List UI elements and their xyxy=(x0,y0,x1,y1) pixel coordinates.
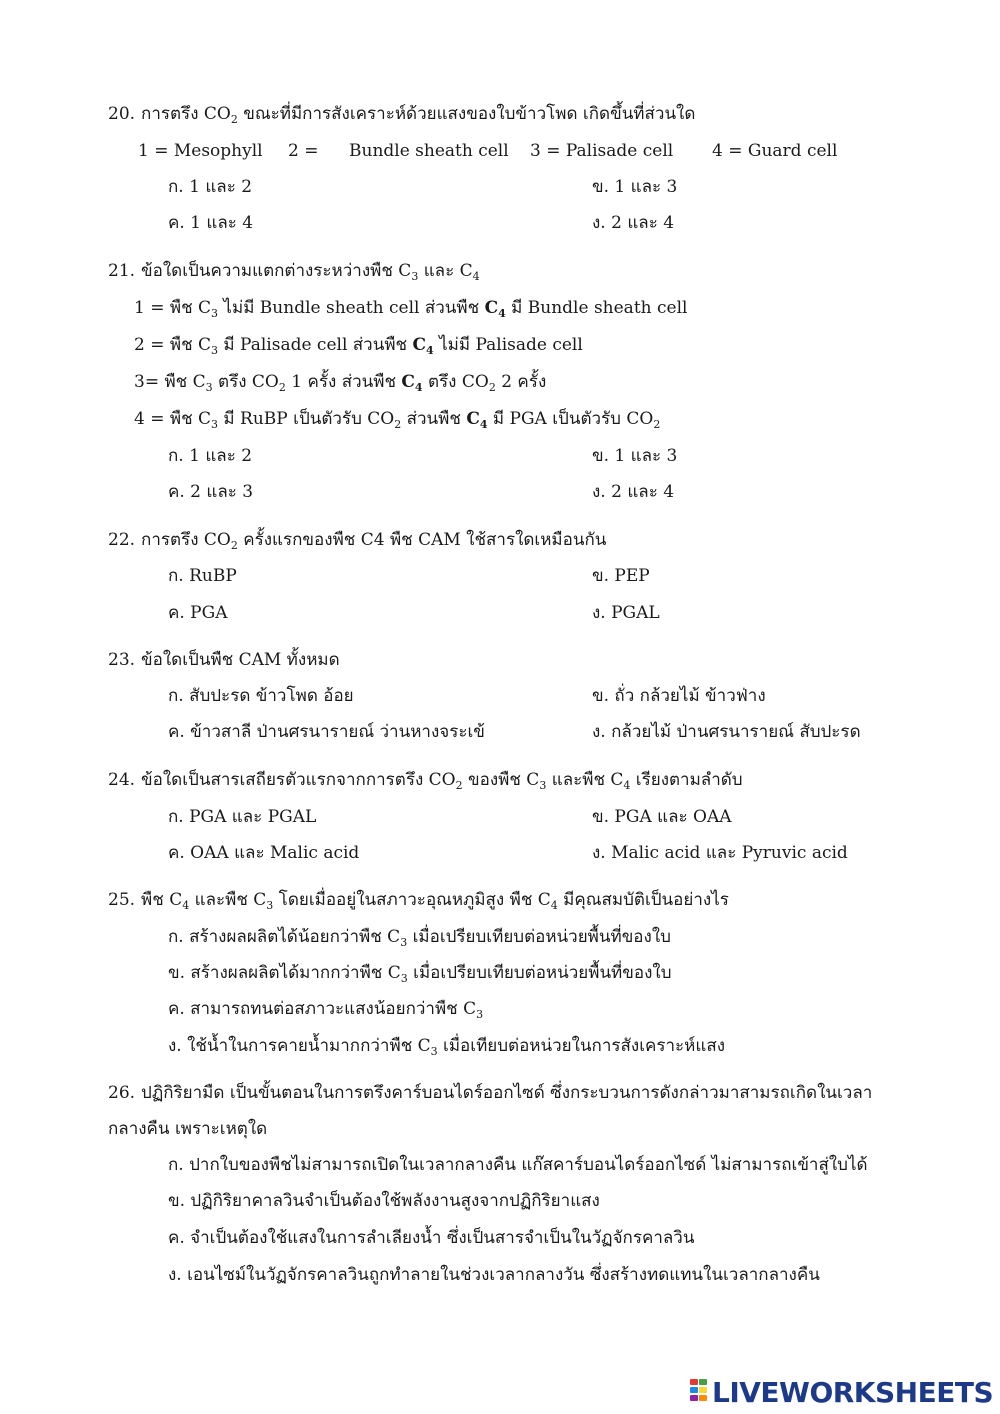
q20-option-d[interactable]: ง. 2 และ 4 xyxy=(592,213,675,233)
q21-option-b[interactable]: ข. 1 และ 3 xyxy=(592,446,678,466)
q21-number: 21. xyxy=(108,261,136,281)
q23-number: 23. xyxy=(108,650,136,670)
q21-option-a[interactable]: ก. 1 และ 2 xyxy=(168,446,253,466)
q25-option-c[interactable]: ค. สามารถทนต่อสภาวะแสงน้อยกว่าพืช $C_3$ xyxy=(168,999,484,1021)
q22-option-d[interactable]: ง. PGAL xyxy=(592,603,660,623)
q22-option-a[interactable]: ก. RuBP xyxy=(168,566,237,586)
q20-item-2: 2 = xyxy=(288,141,319,161)
q20-stem: 20. การตรึง $CO_2$ ขณะที่มีการสังเคราะห์ด้วยแสงของใบข้าวโพด เกิดขึ้นที่ส่วนใด xyxy=(108,104,696,126)
q24-option-d[interactable]: ง. Malic acid และ Pyruvic acid xyxy=(592,843,848,863)
q21-statement-2: 2 = พืช $C_3$ มี Palisade cell ส่วนพืช $C_4$ ไม่มี Palisade cell xyxy=(134,335,583,357)
q25-option-a[interactable]: ก. สร้างผลผลิตได้น้อยกว่าพืช $C_3$ เมื่อเปรียบเทียบต่อหน่วยพื้นที่ของใบ xyxy=(168,927,671,949)
q22-number: 22. xyxy=(108,530,136,550)
q20-option-b[interactable]: ข. 1 และ 3 xyxy=(592,177,678,197)
q24-option-b[interactable]: ข. PGA และ OAA xyxy=(592,807,732,827)
q21-statement-1: 1 = พืช $C_3$ ไม่มี Bundle sheath cell ส่วนพืช $C_4$ มี Bundle sheath cell xyxy=(134,298,688,320)
q21-option-d[interactable]: ง. 2 และ 4 xyxy=(592,482,675,502)
liveworksheets-logo-icon xyxy=(690,1377,708,1407)
liveworksheets-logo xyxy=(690,1374,993,1410)
q23-option-b[interactable]: ข. ถั่ว กล้วยไม้ ข้าวฟ่าง xyxy=(592,686,766,706)
q23-option-c[interactable]: ค. ข้าวสาลี ป่านศรนารายณ์ ว่านหางจระเข้ xyxy=(168,722,485,742)
q24-option-a[interactable]: ก. PGA และ PGAL xyxy=(168,807,317,827)
q25-stem: 25. พืช $C_4$ และพืช $C_3$ โดยเมื่ออยู่ในสภาวะอุณหภูมิสูง พืช $C_4$ มีคุณสมบัติเป็นอย่างไร xyxy=(108,890,729,912)
q20-item-4: 4 = Guard cell xyxy=(712,141,838,161)
q26-stem-continued: กลางคืน เพราะเหตุใด xyxy=(108,1119,268,1139)
q26-option-a[interactable]: ก. ปากใบของพืชไม่สามารถเปิดในเวลากลางคืน แก๊สคาร์บอนไดร์ออกไซด์ ไม่สามารถเข้าสู่ใบได้ xyxy=(168,1155,868,1175)
q26-option-b[interactable]: ข. ปฏิกิริยาคาลวินจำเป็นต้องใช้พลังงานสูงจากปฏิกิริยาแสง xyxy=(168,1191,600,1211)
q26-option-d[interactable]: ง. เอนไซม์ในวัฏจักรคาลวินถูกทำลายในช่วงเวลากลางวัน ซึ่งสร้างทดแทนในเวลากลางคืน xyxy=(168,1265,820,1285)
q24-stem: 24. ข้อใดเป็นสารเสถียรตัวแรกจากการตรึง $CO_2$ ของพืช $C_3$ และพืช $C_4$ เรียงตามลำดับ xyxy=(108,770,743,792)
q20-option-c[interactable]: ค. 1 และ 4 xyxy=(168,213,254,233)
q23-option-d[interactable]: ง. กล้วยไม้ ป่านศรนารายณ์ สับปะรด xyxy=(592,722,861,742)
q24-number: 24. xyxy=(108,770,136,790)
q23-option-a[interactable]: ก. สับปะรด ข้าวโพด อ้อย xyxy=(168,686,354,706)
q26-number: 26. xyxy=(108,1083,136,1103)
q26-option-c[interactable]: ค. จำเป็นต้องใช้แสงในการลำเลียงน้ำ ซึ่งเป็นสารจำเป็นในวัฏจักรคาลวิน xyxy=(168,1228,695,1248)
q22-stem: 22. การตรึง $CO_2$ ครั้งแรกของพืช C4 พืช CAM ใช้สารใดเหมือนกัน xyxy=(108,530,607,552)
q20-item-2-text: Bundle sheath cell xyxy=(349,141,509,161)
q20-item-1: 1 = Mesophyll xyxy=(138,141,263,161)
q22-option-c[interactable]: ค. PGA xyxy=(168,603,228,623)
q24-option-c[interactable]: ค. OAA และ Malic acid xyxy=(168,843,360,863)
q25-option-d[interactable]: ง. ใช้น้ำในการคายน้ำมากกว่าพืช $C_3$ เมื่อเทียบต่อหน่วยในการสังเคราะห์แสง xyxy=(168,1036,726,1058)
q20-option-a[interactable]: ก. 1 และ 2 xyxy=(168,177,253,197)
q26-stem: 26. ปฏิกิริยามืด เป็นขั้นตอนในการตรึงคาร์บอนไดร์ออกไซด์ ซึ่งกระบวนการดังกล่าวมาสามรถเกิดในเวลา xyxy=(108,1083,873,1103)
q25-option-b[interactable]: ข. สร้างผลผลิตได้มากกว่าพืช $C_3$ เมื่อเปรียบเทียบต่อหน่วยพื้นที่ของใบ xyxy=(168,963,672,985)
q20-item-3: 3 = Palisade cell xyxy=(530,141,674,161)
liveworksheets-logo-text: LIVEWORKSHEETS xyxy=(712,1375,994,1409)
q21-statement-4: 4 = พืช $C_3$ มี RuBP เป็นตัวรับ $CO_2$ ส่วนพืช $C_4$ มี PGA เป็นตัวรับ $CO_2$ xyxy=(134,409,661,431)
q23-stem: 23. ข้อใดเป็นพืช CAM ทั้งหมด xyxy=(108,650,340,670)
q21-option-c[interactable]: ค. 2 และ 3 xyxy=(168,482,254,502)
q21-stem: 21. ข้อใดเป็นความแตกต่างระหว่างพืช $C_3$ และ $C_4$ xyxy=(108,261,480,283)
q25-number: 25. xyxy=(108,890,136,910)
q21-statement-3: 3= พืช $C_3$ ตรึง $CO_2$ 1 ครั้ง ส่วนพืช $C_4$ ตรึง $CO_2$ 2 ครั้ง xyxy=(134,372,547,394)
q20-number: 20. xyxy=(108,104,136,124)
q22-option-b[interactable]: ข. PEP xyxy=(592,566,650,586)
